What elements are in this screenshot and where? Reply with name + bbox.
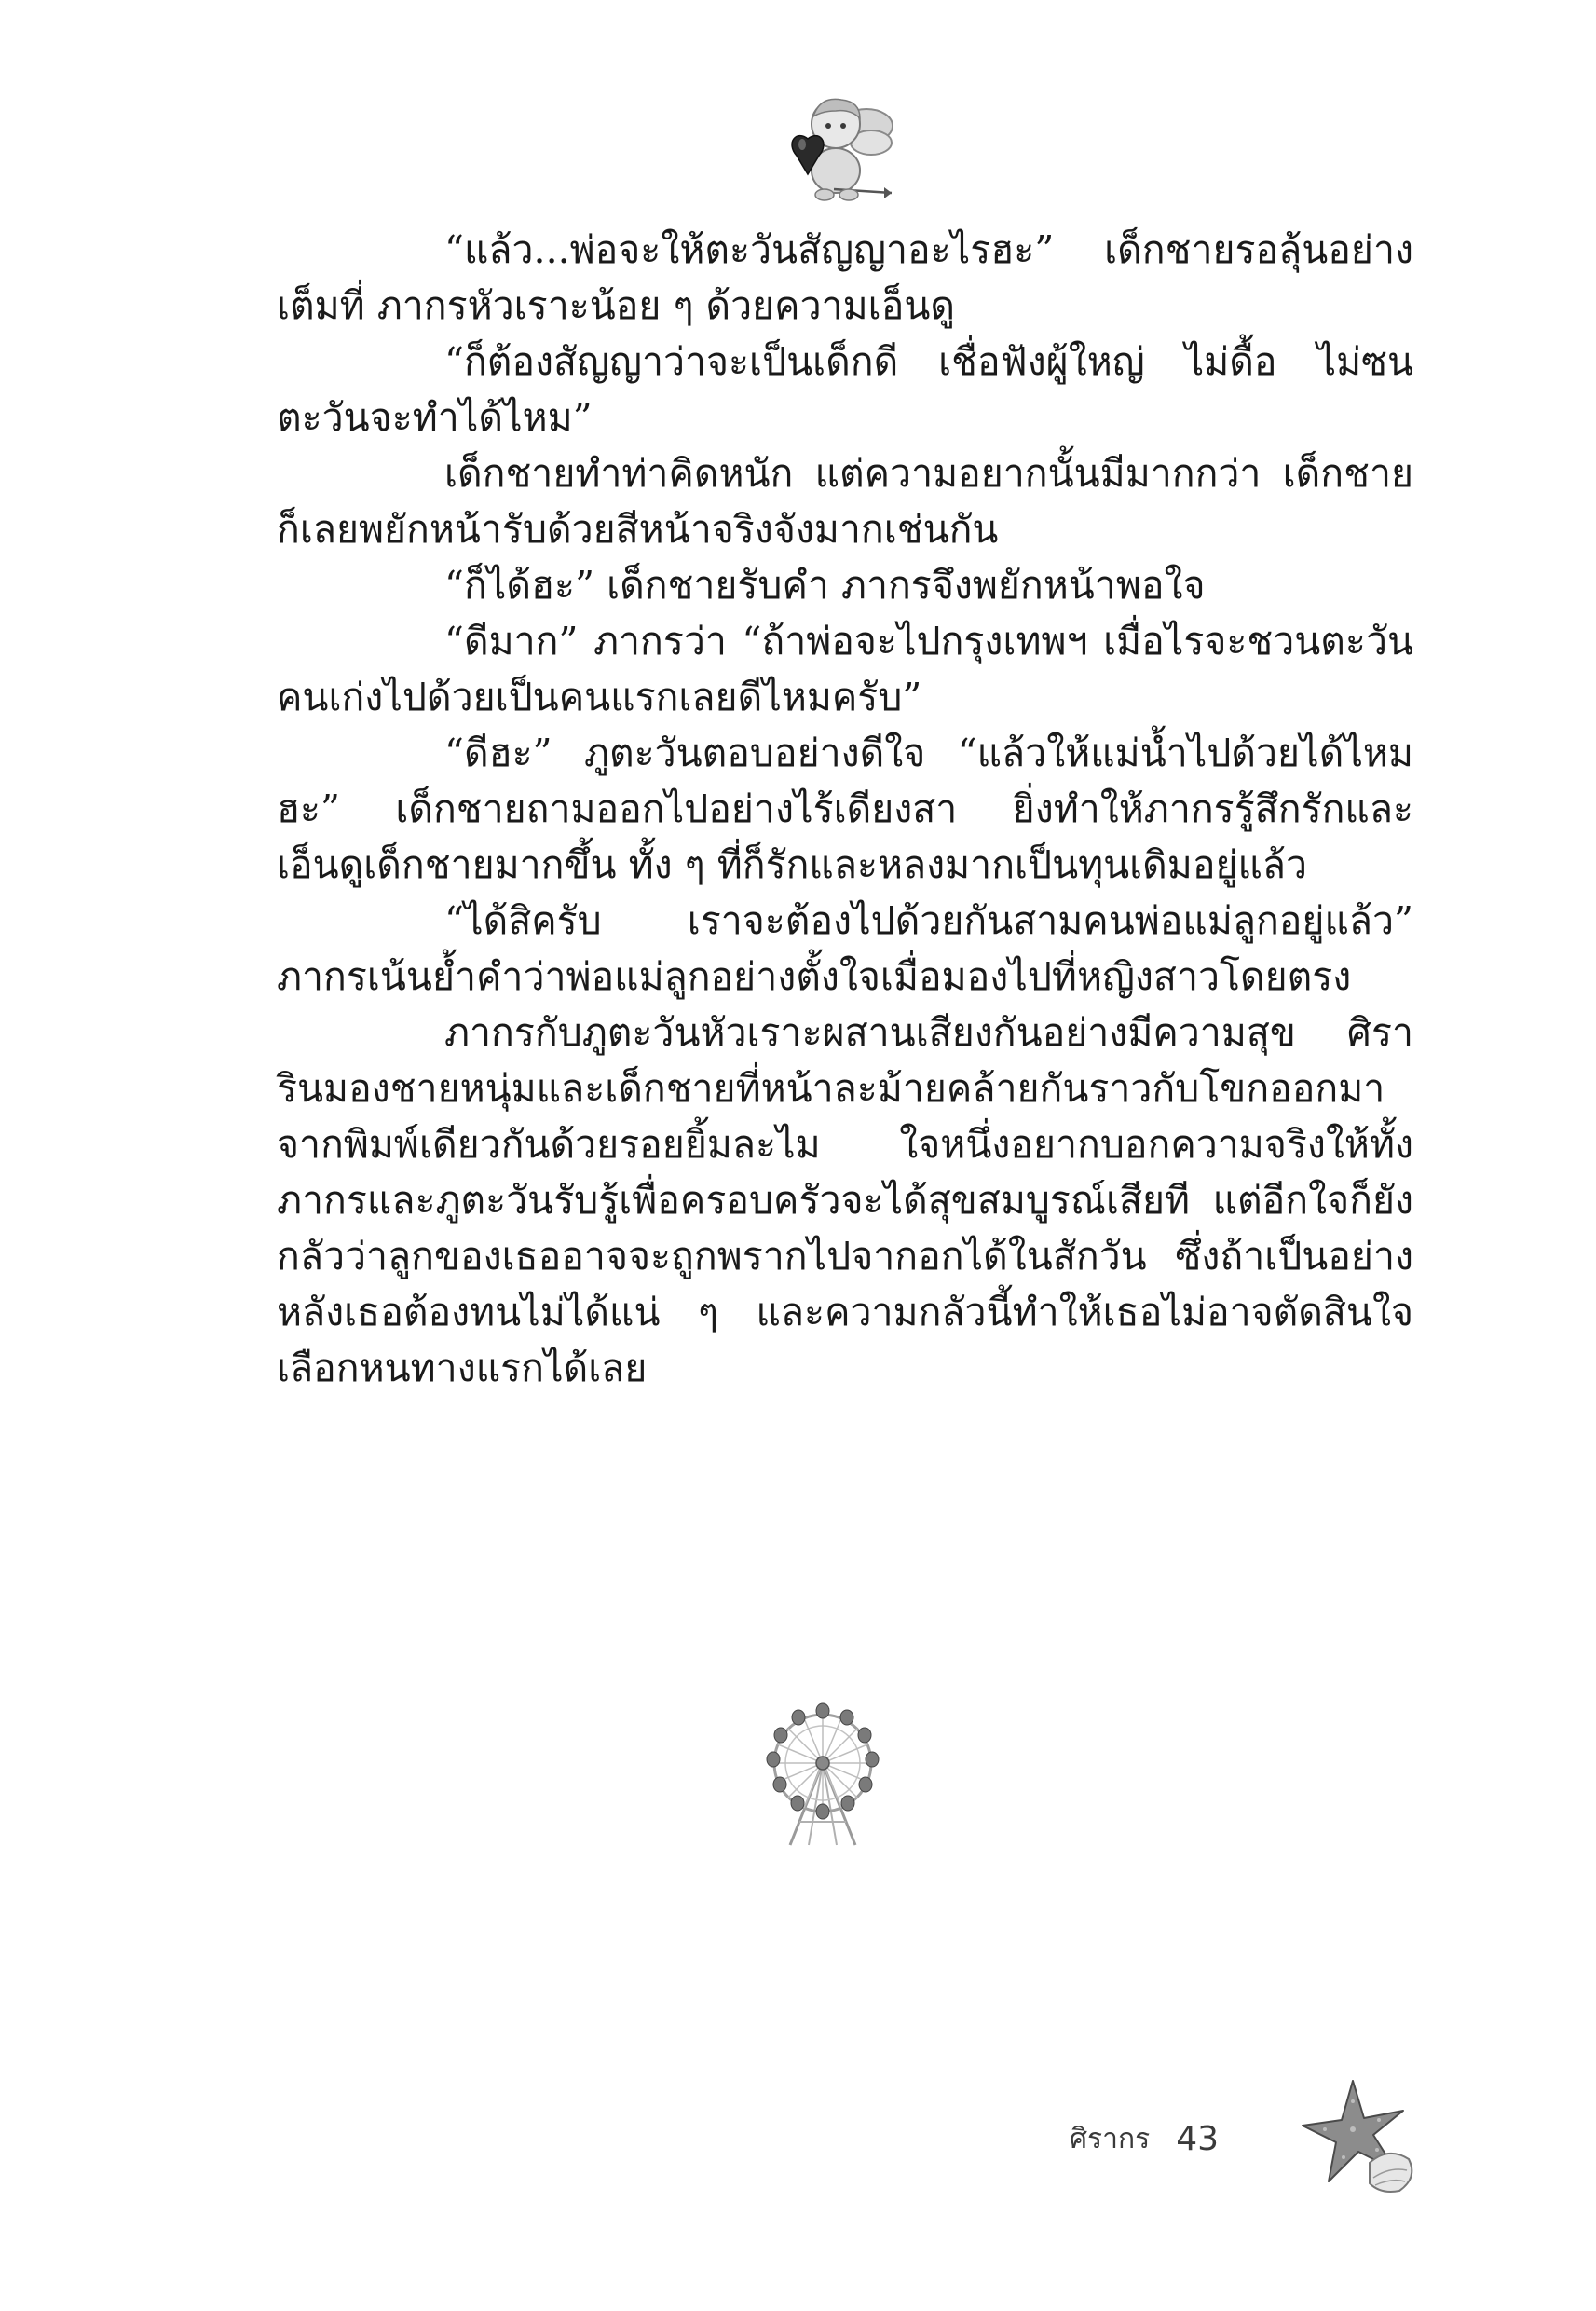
paragraph: “แล้ว...พ่อจะให้ตะวันสัญญาอะไรฮะ” เด็กชายรอลุ้นอย่างเต็มที่ ภากรหัวเราะน้อย ๆ ด้วยความเอ็นดู (277, 227, 1413, 328)
paragraph: “ดีฮะ” ภูตะวันตอบอย่างดีใจ “แล้วให้แม่น้ำไปด้วยได้ไหมฮะ” เด็กชายถามออกไปอย่างไร้เดียงสา ยิ่งทำให้ภากรรู้สึกรักและเอ็นดูเด็กชายมากขึ้น ทั้ง ๆ ที่ก็รักและหลงมากเป็นทุนเดิมอยู่แล้ว (277, 731, 1413, 887)
book-title: ศิรากร (1070, 2122, 1151, 2155)
ferris-wheel-icon (753, 1696, 893, 1850)
cupid-with-heart-icon (778, 89, 899, 205)
paragraph: เด็กชายทำท่าคิดหนัก แต่ความอยากนั้นมีมากกว่า เด็กชายก็เลยพยักหน้ารับด้วยสีหน้าจริงจังมากเช่นกัน (277, 451, 1413, 552)
paragraph: “ก็ต้องสัญญาว่าจะเป็นเด็กดี เชื่อฟังผู้ใหญ่ ไม่ดื้อ ไม่ซนตะวันจะทำได้ไหม” (277, 339, 1413, 440)
page-footer (1070, 2106, 1219, 2171)
paragraph: “ดีมาก” ภากรว่า “ถ้าพ่อจะไปกรุงเทพฯ เมื่อไรจะชวนตะวันคนเก่งไปด้วยเป็นคนแรกเลยดีไหมครับ” (277, 619, 1413, 719)
starfish-shell-icon (1295, 2073, 1421, 2199)
paragraph: “ก็ได้ฮะ” เด็กชายรับคำ ภากรจึงพยักหน้าพอใจ (444, 563, 1206, 608)
page-number: 43 (1176, 2119, 1220, 2158)
paragraph: “ได้สิครับ เราจะต้องไปด้วยกันสามคนพ่อแม่ลูกอยู่แล้ว” ภากรเน้นย้ำคำว่าพ่อแม่ลูกอย่างตั้งใจเมื่อมองไปที่หญิงสาวโดยตรง (277, 898, 1413, 999)
story-text (277, 222, 1413, 1396)
paragraph: ภากรกับภูตะวันหัวเราะผสานเสียงกันอย่างมีความสุข ศิรารินมองชายหนุ่มและเด็กชายที่หน้าละม้ายคล้ายกันราวกับโขกออกมาจากพิมพ์เดียวกันด้วยรอยยิ้มละไม ใจหนึ่งอยากบอกความจริงให้ทั้งภากรและภูตะวันรับรู้เพื่อครอบครัวจะได้สุขสมบูรณ์เสียที แต่อีกใจก็ยังกลัวว่าลูกของเธออาจจะถูกพรากไปจากอกได้ในสักวัน ซึ่งถ้าเป็นอย่างหลังเธอต้องทนไม่ได้แน่ ๆ และความกลัวนี้ทำให้เธอไม่อาจตัดสินใจเลือกหนทางแรกได้เลย (277, 1010, 1413, 1390)
